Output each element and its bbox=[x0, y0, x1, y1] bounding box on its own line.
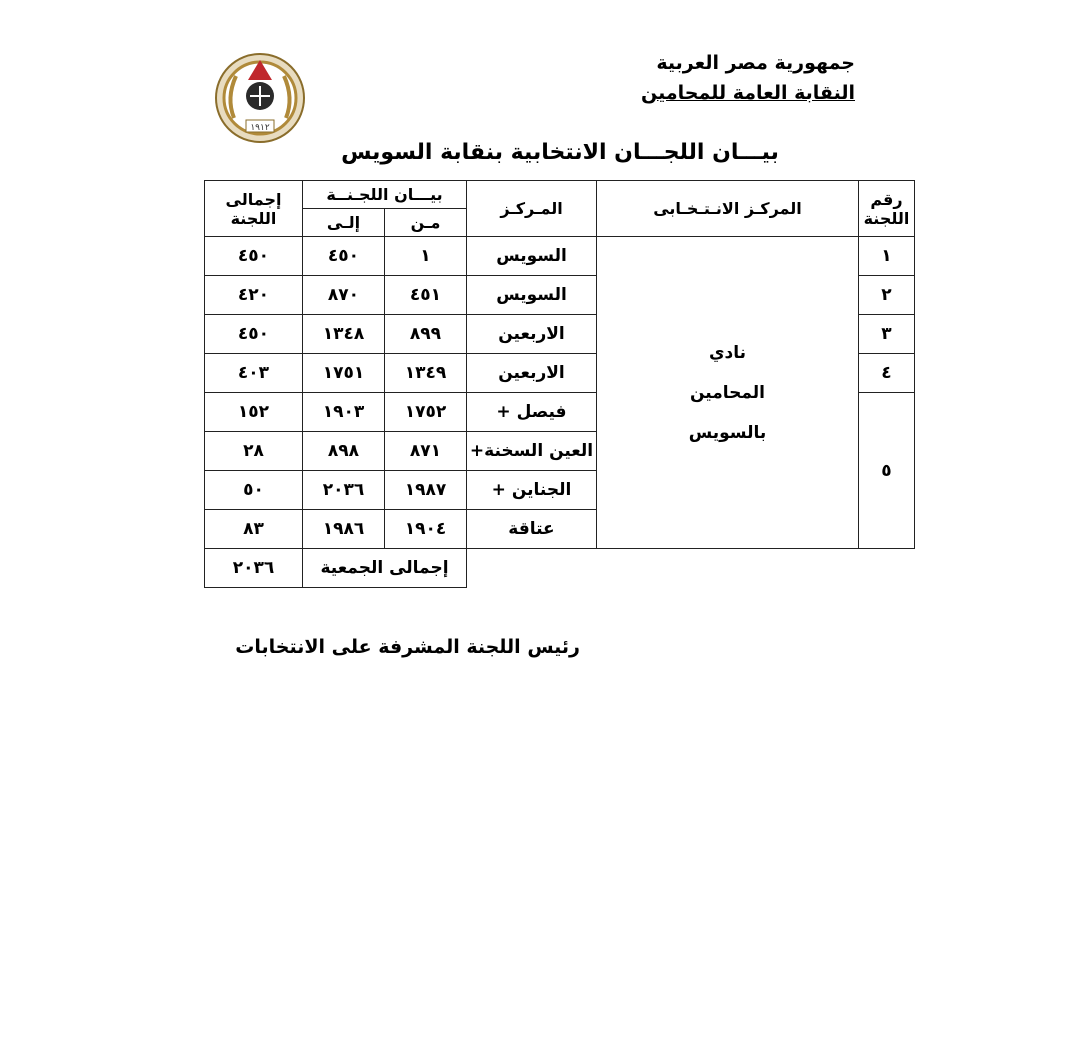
header-to: إلـى bbox=[303, 209, 385, 237]
row-total: ٨٣ bbox=[205, 510, 303, 549]
row-center: عتاقة bbox=[467, 510, 597, 549]
committees-table bbox=[204, 180, 915, 588]
row-to: ١٩٠٣ bbox=[303, 393, 385, 432]
row-to: ١٩٨٦ bbox=[303, 510, 385, 549]
page-title: بيـــان اللجـــان الانتخابية بنقابة السويس bbox=[341, 140, 779, 165]
row-center: فيصل + bbox=[467, 393, 597, 432]
grand-total-label: إجمالى الجمعية bbox=[303, 549, 467, 588]
row-total: ٤٥٠ bbox=[205, 237, 303, 276]
row-from: ١٩٠٤ bbox=[385, 510, 467, 549]
row-total: ٤٥٠ bbox=[205, 315, 303, 354]
header-syndicate: النقابة العامة للمحامين bbox=[641, 82, 855, 104]
logo-year: ١٩١٢ bbox=[250, 123, 270, 133]
row-from: ١٣٤٩ bbox=[385, 354, 467, 393]
supervisor-signature-line: رئيس اللجنة المشرفة على الانتخابات bbox=[235, 636, 580, 658]
electoral-center-line2: المحامين bbox=[689, 382, 765, 403]
row-from: ٨٧١ bbox=[385, 432, 467, 471]
grand-total-value: ٢٠٣٦ bbox=[205, 549, 303, 588]
row-center: العين السخنة+ bbox=[467, 432, 597, 471]
row-to: ٤٥٠ bbox=[303, 237, 385, 276]
row-to: ٨٧٠ bbox=[303, 276, 385, 315]
row-committee-no: ١ bbox=[859, 237, 915, 276]
header-committee-statement: بيـــان اللجـنــة bbox=[303, 181, 467, 209]
row-from: ١ bbox=[385, 237, 467, 276]
row-committee-no: ٤ bbox=[859, 354, 915, 393]
row-to: ٨٩٨ bbox=[303, 432, 385, 471]
electoral-center-line1: نادي bbox=[708, 342, 747, 363]
row-committee-no: ٢ bbox=[859, 276, 915, 315]
table-header-row bbox=[205, 181, 915, 209]
row-total: ٥٠ bbox=[205, 471, 303, 510]
row-center: الجناين + bbox=[467, 471, 597, 510]
grand-total-row bbox=[205, 549, 915, 588]
row-total: ٤٠٣ bbox=[205, 354, 303, 393]
header-electoral-center: المركـز الانـتـخـابى bbox=[597, 181, 859, 237]
table-row bbox=[205, 237, 915, 276]
syndicate-logo-icon bbox=[212, 48, 308, 144]
grand-total-spacer bbox=[467, 549, 915, 588]
row-from: ١٩٨٧ bbox=[385, 471, 467, 510]
row-from: ١٧٥٢ bbox=[385, 393, 467, 432]
row-to: ١٣٤٨ bbox=[303, 315, 385, 354]
row-from: ٨٩٩ bbox=[385, 315, 467, 354]
row-to: ٢٠٣٦ bbox=[303, 471, 385, 510]
document-header bbox=[600, 48, 855, 108]
row-committee-no: ٣ bbox=[859, 315, 915, 354]
header-from: مـن bbox=[385, 209, 467, 237]
row-to: ١٧٥١ bbox=[303, 354, 385, 393]
header-committee-no: رقم اللجنة bbox=[859, 181, 915, 237]
header-center: المـركـز bbox=[467, 181, 597, 237]
row-center: السويس bbox=[467, 276, 597, 315]
row-center: الاربعين bbox=[467, 354, 597, 393]
row-total: ١٥٢ bbox=[205, 393, 303, 432]
row-from: ٤٥١ bbox=[385, 276, 467, 315]
row-total: ٢٨ bbox=[205, 432, 303, 471]
row-total: ٤٢٠ bbox=[205, 276, 303, 315]
header-country: جمهورية مصر العربية bbox=[656, 52, 855, 74]
electoral-center-line3: بالسويس bbox=[688, 422, 767, 443]
row-center: السويس bbox=[467, 237, 597, 276]
header-committee-total: إجمالى اللجنة bbox=[205, 181, 303, 237]
electoral-center-cell bbox=[597, 237, 859, 549]
row-center: الاربعين bbox=[467, 315, 597, 354]
row-committee-no: ٥ bbox=[859, 393, 915, 549]
